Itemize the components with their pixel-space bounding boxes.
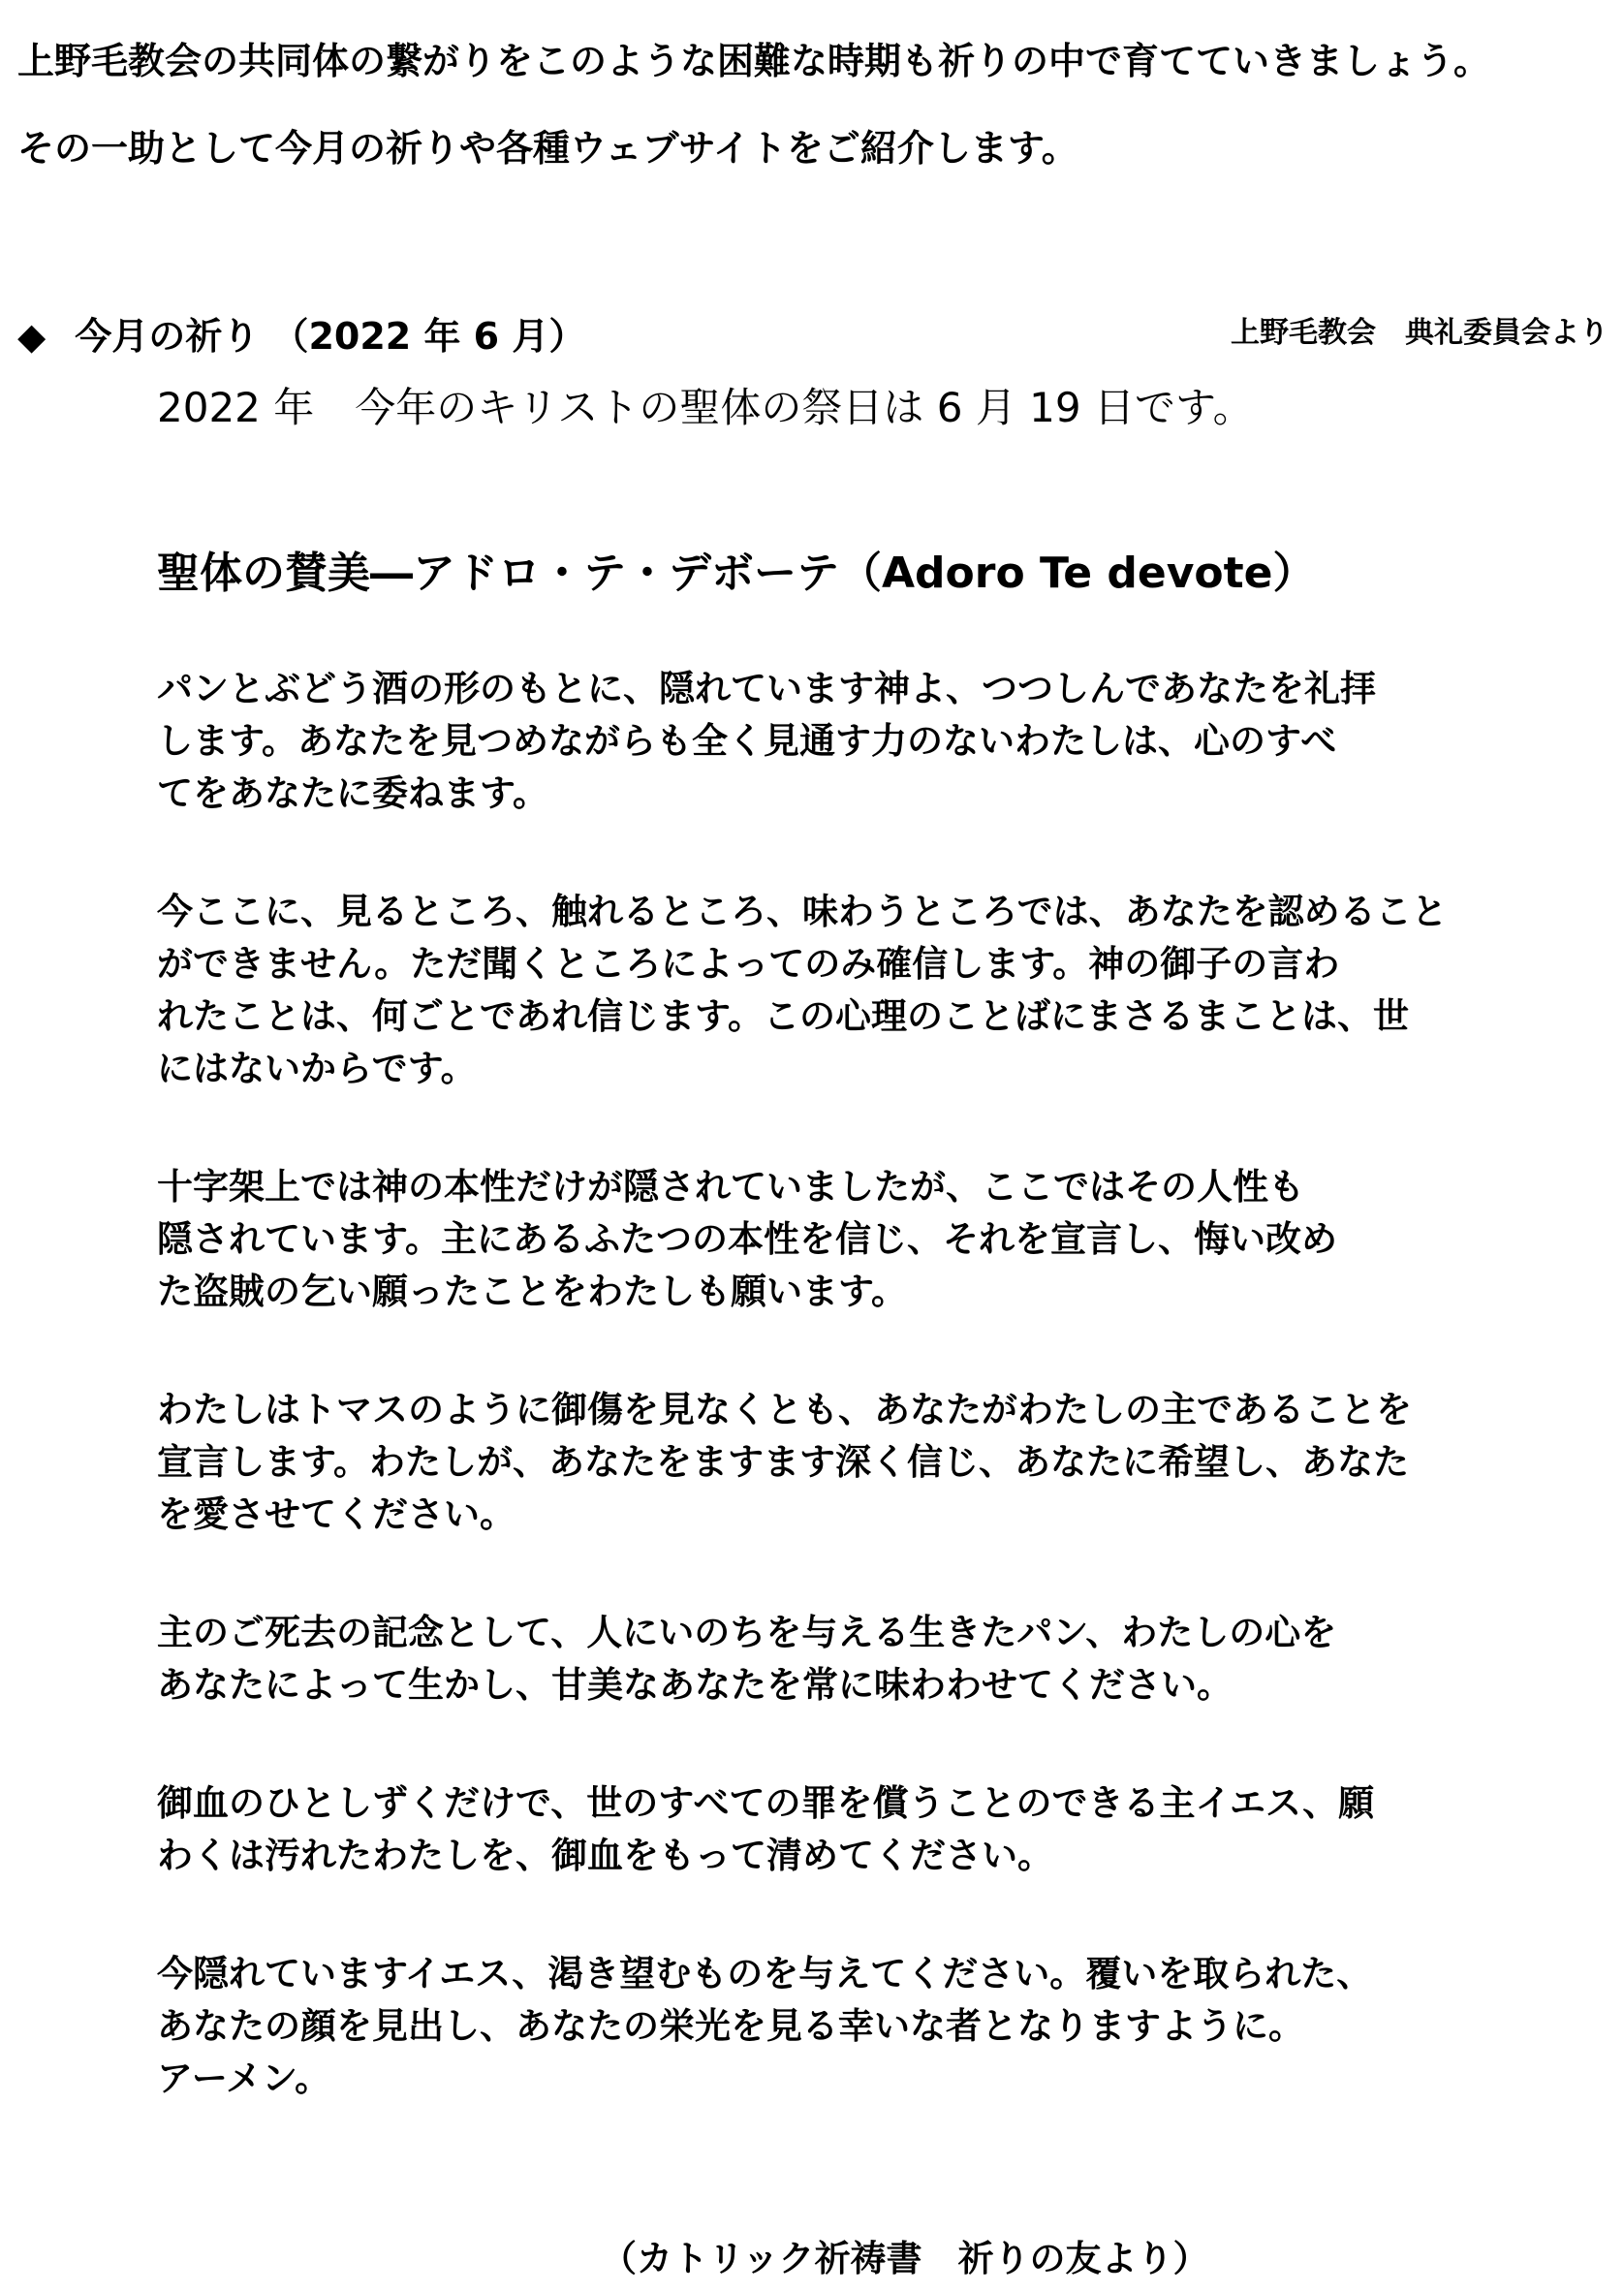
prayer-line: あなたの顔を見出し、あなたの栄光を見る幸いな者となりますように。 <box>157 2005 1304 2047</box>
attribution: 上野毛教会 典礼委員会より <box>1231 316 1608 350</box>
prayer-stanza <box>157 1384 1475 1541</box>
source-citation: （カトリック祈祷書 祈りの友より） <box>601 2238 1209 2279</box>
diamond-bullet-icon: ◆ <box>17 315 47 358</box>
prayer-line: 今ここに、見るところ、触れるところ、味わうところでは、あなたを認めること <box>157 891 1448 932</box>
prayer-line: わくは汚れたわたしを、御血をもって清めてください。 <box>157 1835 1053 1876</box>
feast-announcement: 2022 年 今年のキリストの聖体の祭日は 6 月 19 日です。 <box>157 384 1254 431</box>
prayer-line: 隠されています。主にあるふたつの本性を信じ、それを宣言し、悔い改め <box>157 1218 1338 1260</box>
prayer-line: 宣言します。わたしが、あなたをますます深く信じ、あなたに希望し、あなた <box>157 1441 1410 1483</box>
prayer-stanza <box>157 1948 1475 2105</box>
prayer-line: 今隠れていますイエス、渇き望むものを与えてください。覆いを取られた、 <box>157 1953 1373 1995</box>
prayer-stanza <box>157 663 1475 820</box>
prayer-line: にはないからです。 <box>157 1048 477 1089</box>
prayer-line: します。あなたを見つめながらも全く見通す力のないわたしは、心のすべ <box>157 720 1337 762</box>
section-header <box>17 306 585 360</box>
prayer-line: 御血のひとしずくだけで、世のすべての罪を償うことのできる主イエス、願 <box>157 1782 1375 1824</box>
prayer-line: 十字架上では神の本性だけが隠されていましたが、ここではその人性も <box>157 1166 1304 1208</box>
prayer-line: わたしはトマスのように御傷を見なくとも、あなたがわたしの主であることを <box>157 1389 1412 1430</box>
prayer-line: アーメン。 <box>157 2057 331 2099</box>
prayer-line: てをあなたに委ねます。 <box>157 772 549 814</box>
prayer-line: れたことは、何ごとであれ信じます。この心理のことばにまさるまことは、世 <box>157 995 1410 1037</box>
prayer-line: パンとぶどう酒の形のもとに、隠れています神よ、つつしんであなたを礼拝 <box>157 668 1376 709</box>
prayer-line: た盗賊の乞い願ったことをわたしも願います。 <box>157 1271 908 1312</box>
prayer-line: あなたによって生かし、甘美なあなたを常に味わわせてください。 <box>157 1664 1233 1706</box>
prayer-stanza <box>157 1161 1475 1318</box>
prayer-stanza <box>157 1607 1475 1712</box>
prayer-stanza <box>157 886 1475 1095</box>
prayer-line: ができません。ただ聞くところによってのみ確信します。神の御子の言わ <box>157 943 1340 985</box>
prayer-title: 聖体の賛美―アドロ・テ・デボーテ（Adoro Te devote） <box>157 549 1316 598</box>
intro-line-2: その一助として今月の祈りや各種ウェブサイトをご紹介します。 <box>17 127 1078 170</box>
prayer-line: 主のご死去の記念として、人にいのちを与える生きたパン、わたしの心を <box>157 1612 1337 1653</box>
section-title: 今月の祈り （2022 年 6 月） <box>75 315 586 358</box>
intro-line-1: 上野毛教会の共同体の繋がりをこのような困難な時期も祈りの中で育てていきましょう。 <box>17 40 1491 82</box>
prayer-stanza <box>157 1777 1475 1882</box>
prayer-body <box>157 663 1475 2171</box>
prayer-line: を愛させてください。 <box>157 1493 515 1535</box>
